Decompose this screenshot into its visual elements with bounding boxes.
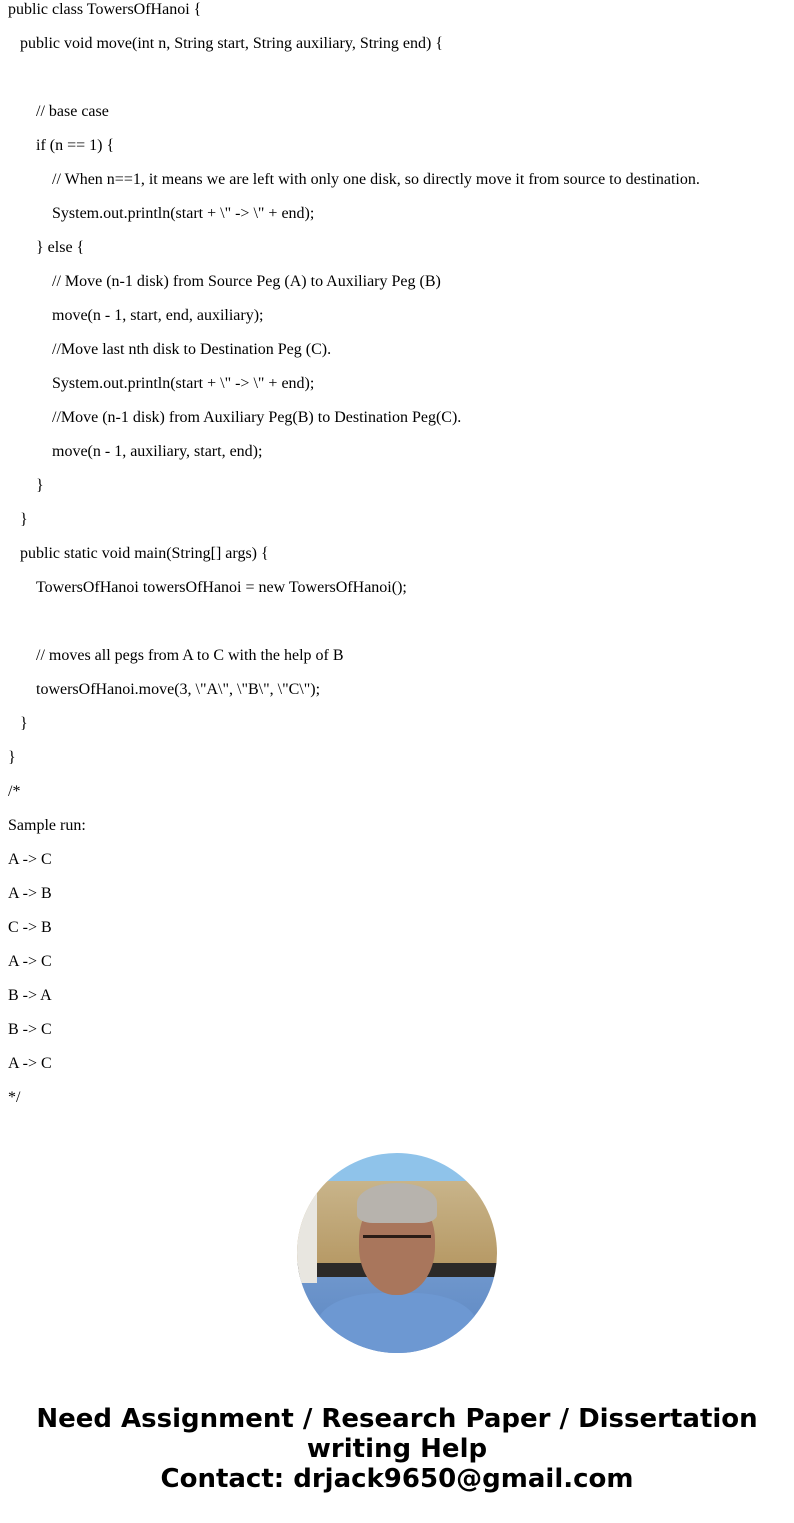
code-line: System.out.println(start + \" -> \" + end);: [52, 375, 315, 392]
code-line: C -> B: [8, 919, 52, 936]
code-line: */: [8, 1089, 21, 1106]
photo-wall: [297, 1183, 317, 1283]
code-line: TowersOfHanoi towersOfHanoi = new TowersOfHanoi();: [36, 579, 407, 596]
code-line: }: [20, 511, 28, 528]
code-line: if (n == 1) {: [36, 137, 115, 154]
code-line: A -> B: [8, 885, 52, 902]
code-line: [0, 605, 794, 639]
code-line: B -> A: [8, 987, 52, 1004]
code-line: //Move last nth disk to Destination Peg (C).: [52, 341, 332, 358]
code-line: [0, 61, 794, 95]
code-line: A -> C: [8, 1055, 52, 1072]
code-line: /*: [8, 783, 21, 800]
code-line: move(n - 1, auxiliary, start, end);: [52, 443, 263, 460]
code-line: // When n==1, it means we are left with only one disk, so directly move it from source to destination.: [52, 171, 700, 188]
code-line: // base case: [36, 103, 109, 120]
code-line: public void move(int n, String start, String auxiliary, String end) {: [20, 35, 444, 52]
code-line: //Move (n-1 disk) from Auxiliary Peg(B) to Destination Peg(C).: [52, 409, 462, 426]
code-line: // moves all pegs from A to C with the help of B: [36, 647, 344, 664]
code-line: System.out.println(start + \" -> \" + end);: [52, 205, 315, 222]
code-line: move(n - 1, start, end, auxiliary);: [52, 307, 264, 324]
code-line: }: [20, 715, 28, 732]
code-line: // Move (n-1 disk) from Source Peg (A) to Auxiliary Peg (B): [52, 273, 441, 290]
photo-glasses: [363, 1235, 431, 1254]
code-line: Sample run:: [8, 817, 86, 834]
footer-line-1: Need Assignment / Research Paper / Dissertation: [36, 1404, 758, 1434]
code-line: A -> C: [8, 953, 52, 970]
code-line: } else {: [36, 239, 85, 256]
photo-hair: [357, 1183, 437, 1223]
code-line: B -> C: [8, 1021, 52, 1038]
code-line: A -> C: [8, 851, 52, 868]
code-line: }: [8, 749, 16, 766]
footer-contact: Contact: drjack9650@gmail.com: [160, 1464, 634, 1494]
footer-line-2: writing Help: [306, 1434, 488, 1464]
author-photo: [297, 1153, 497, 1353]
code-line: }: [36, 477, 44, 494]
contact-footer: [0, 1404, 794, 1494]
code-line: public static void main(String[] args) {: [20, 545, 269, 562]
code-line: towersOfHanoi.move(3, \"A\", \"B\", \"C\");: [36, 681, 321, 698]
code-line: public class TowersOfHanoi {: [8, 1, 202, 18]
photo-shirt: [317, 1293, 477, 1353]
